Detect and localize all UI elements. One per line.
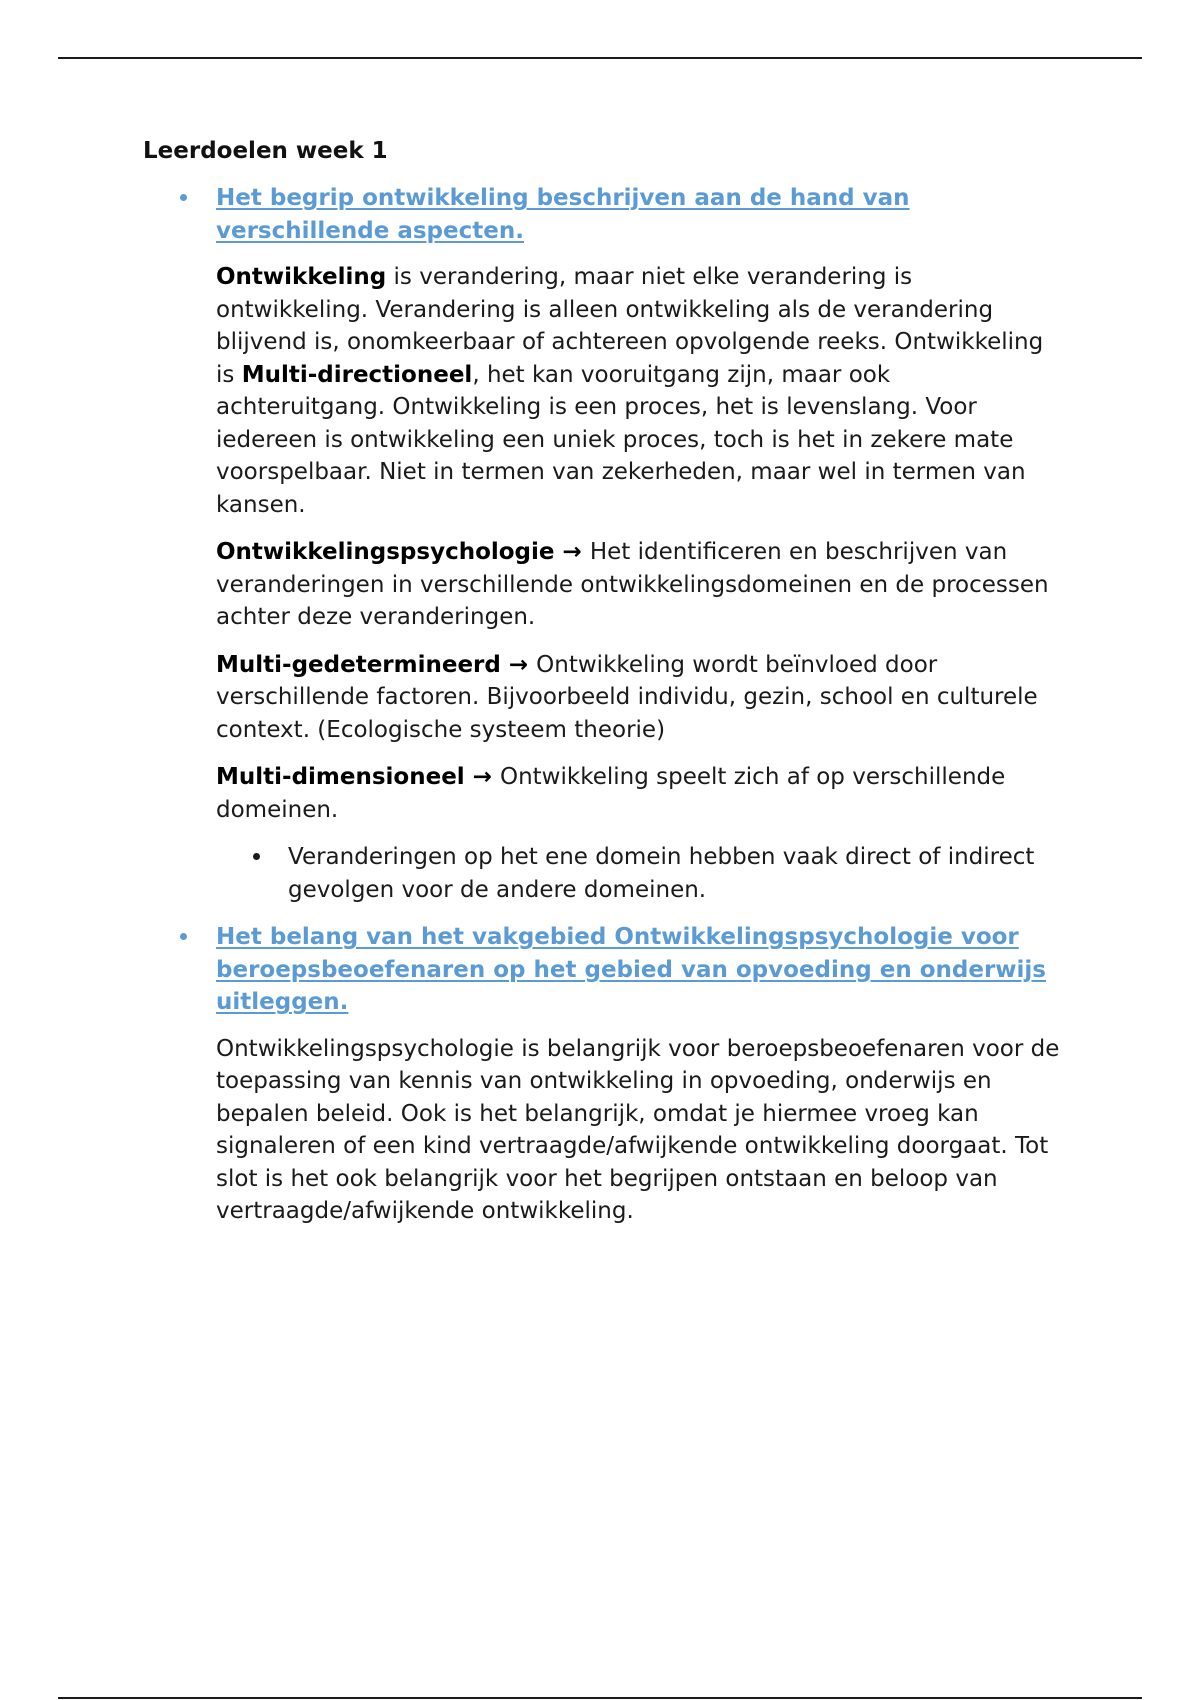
term-multi-directioneel: Multi-directioneel xyxy=(241,361,473,388)
learning-goal-2 xyxy=(143,921,1063,1019)
paragraph-multi-dimensioneel xyxy=(216,761,1063,826)
arrow-right-icon: → xyxy=(464,764,500,790)
term-ontwikkeling: Ontwikkeling xyxy=(216,264,387,290)
bullet-icon xyxy=(180,933,187,940)
arrow-right-icon: → xyxy=(500,651,537,678)
term-ontwikkelingspsychologie: Ontwikkelingspsychologie xyxy=(216,539,555,565)
goal-1-link[interactable]: Het begrip ontwikkeling beschrijven aan de hand van verschillende aspecten. xyxy=(216,185,910,244)
footer-rule xyxy=(58,1697,1142,1699)
paragraph-ontwikkelingspsychologie xyxy=(216,536,1063,634)
paragraph-text: , het kan vooruitgang zijn, maar ook achteruitgang. Ontwikkeling is een proces, het is levenslang. Voor iedereen is ontwikkeling een uniek proces, toch is het in zekere mate voorspelbaar. Niet in termen van zekerheden, maar wel in termen van kansen. xyxy=(216,361,1026,518)
term-multi-dimensioneel: Multi-dimensioneel xyxy=(216,764,465,790)
page-heading: Leerdoelen week 1 xyxy=(143,138,388,164)
paragraph-text: Het identificeren en beschrijven van veranderingen in verschillende ontwikkelingsdomeinen en de processen achter deze veranderingen. xyxy=(216,539,1049,630)
paragraph-multi-gedetermineerd xyxy=(216,649,1063,747)
goal-2-link[interactable]: Het belang van het vakgebied Ontwikkelingspsychologie voor beroepsbeoefenaren op het gebied van opvoeding en onderwijs uitleggen. xyxy=(216,924,1046,1015)
term-multi-gedetermineerd: Multi-gedetermineerd xyxy=(216,651,501,678)
learning-goal-1 xyxy=(143,182,1063,247)
document-body xyxy=(143,138,1063,1243)
sub-bullet-item xyxy=(288,841,1063,906)
paragraph-ontwikkeling xyxy=(216,261,1063,521)
paragraph-text: Ontwikkeling wordt beïnvloed door verschillende factoren. Bijvoorbeeld individu, gezin, school en culturele context. (Ecologische systeem theorie) xyxy=(216,651,1038,743)
arrow-right-icon: → xyxy=(554,539,590,565)
header-rule xyxy=(58,57,1142,59)
paragraph-belang: Ontwikkelingspsychologie is belangrijk voor beroepsbeoefenaren voor de toepassing van kennis van ontwikkeling in opvoeding, onderwijs en bepalen beleid. Ook is het belangrijk, omdat je hiermee vroeg kan signaleren of een kind vertraagde/afwijkende ontwikkeling doorgaat. Tot slot is het ook belangrijk voor het begrijpen ontstaan en beloop van vertraagde/afwijkende ontwikkeling. xyxy=(216,1035,1060,1224)
bullet-icon xyxy=(253,853,260,860)
paragraph-text: Ontwikkeling speelt zich af op verschillende domeinen. xyxy=(216,764,1006,823)
sub-bullet-text: Veranderingen op het ene domein hebben vaak direct of indirect gevolgen voor de andere domeinen. xyxy=(288,844,1035,903)
bullet-icon xyxy=(180,194,187,201)
paragraph-text: is verandering, maar niet elke verandering is ontwikkeling. Verandering is alleen ontwikkeling als de verandering blijvend is, onomkeerbaar of achtereen opvolgende reeks. Ontwikkeling is xyxy=(216,264,1044,388)
